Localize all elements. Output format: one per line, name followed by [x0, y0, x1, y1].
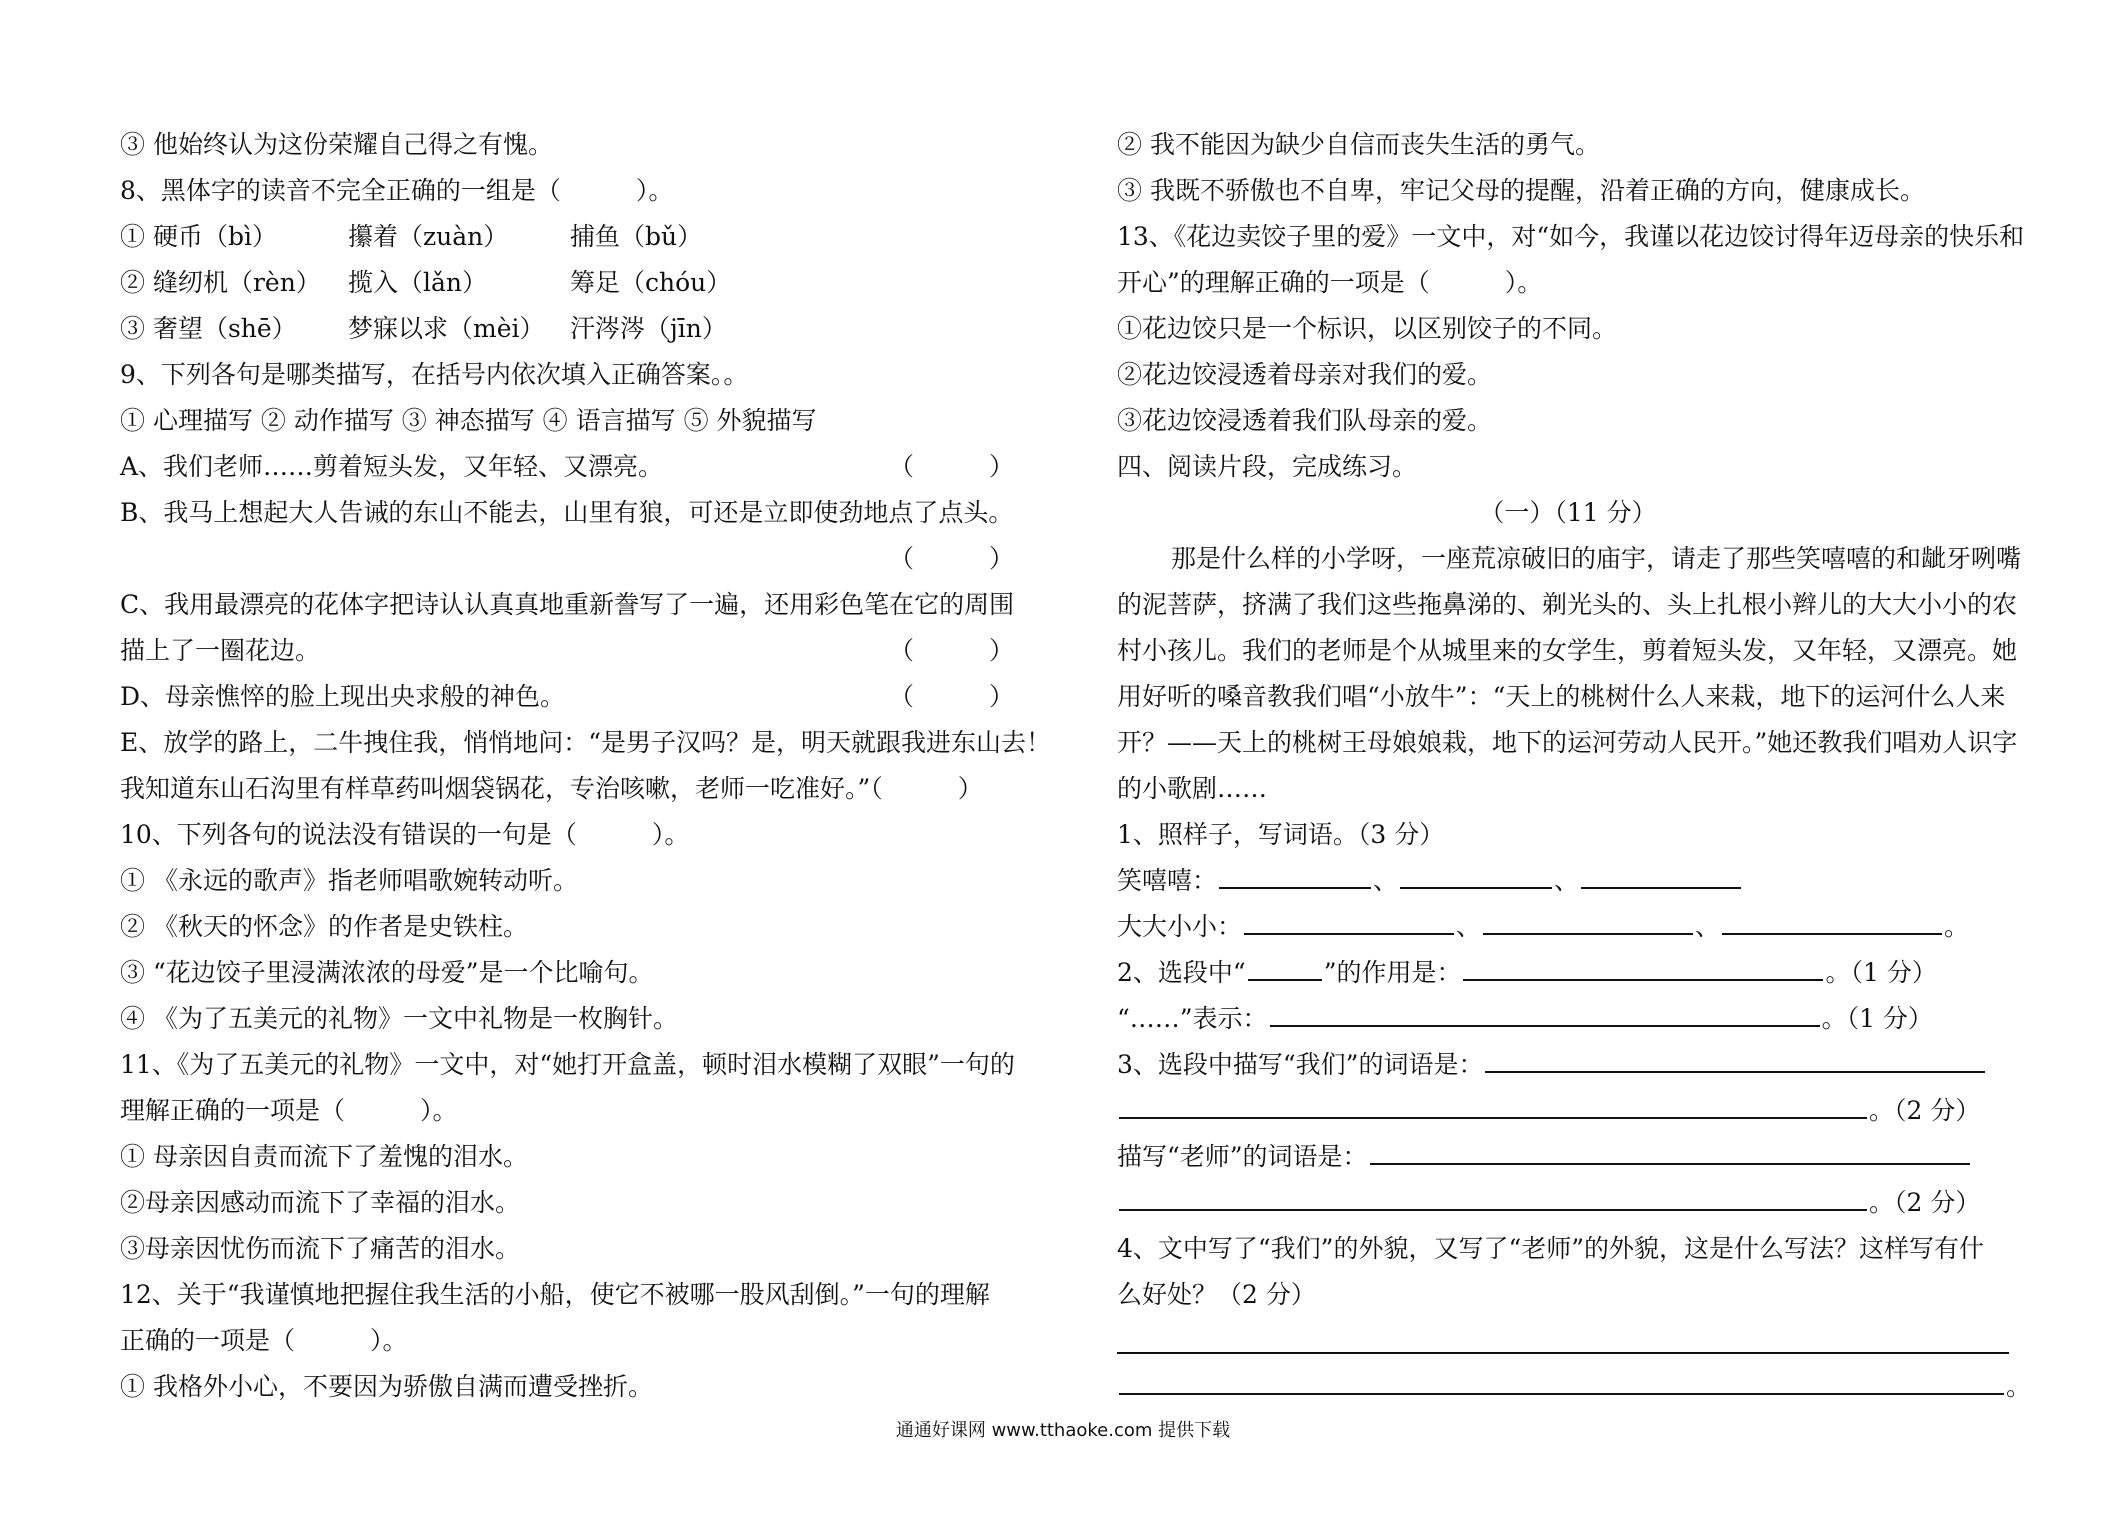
text-line: ③ 他始终认为这份荣耀自己得之有愧。 — [120, 130, 553, 159]
prompt: 描写“老师”的词语是： — [1117, 1142, 1368, 1171]
answer-blank[interactable] — [1483, 907, 1693, 935]
score: 。（2 分） — [1869, 1188, 1981, 1217]
footer-text: 通通好课网 www.tthaoke.com 提供下载 — [895, 1420, 1231, 1441]
answer-line[interactable] — [1117, 1318, 2019, 1364]
prompt: “……”表示： — [1117, 1004, 1268, 1033]
answer-blank[interactable] — [1119, 1183, 1867, 1211]
exercise-4: 4、文中写了“我们”的外貌，又写了“老师”的外貌，这是什么写法？这样写有什 — [1117, 1234, 1985, 1263]
separator: 、 — [1554, 866, 1580, 895]
answer-paren[interactable]: （ ） — [888, 452, 1014, 481]
question-8-row-2 — [120, 260, 1022, 306]
item-text: 描上了一圈花边。 — [120, 636, 321, 665]
answer-paren[interactable]: （ ） — [888, 544, 1014, 573]
question-9-b: B、我马上想起大人告诫的东山不能去，山里有狼，可还是立即使劲地点了点头。 — [120, 498, 1014, 527]
separator: 、 — [1373, 866, 1399, 895]
question-11-cont: 理解正确的一项是（ ）。 — [120, 1096, 458, 1125]
question-11: 11、《为了五美元的礼物》一文中，对“她打开盒盖，顿时泪水模糊了双眼”一句的 — [120, 1050, 1015, 1079]
question-11-option-1: ① 母亲因自责而流下了羞愧的泪水。 — [120, 1142, 528, 1171]
option: ③ 奢望（shē） — [120, 314, 297, 343]
prompt: ”的作用是： — [1323, 958, 1462, 987]
option: 捕鱼（bǔ） — [570, 222, 703, 251]
question-12-option-1: ① 我格外小心，不要因为骄傲自满而遭受挫折。 — [120, 1372, 653, 1401]
answer-blank[interactable] — [1248, 953, 1322, 981]
answer-blank[interactable] — [1244, 907, 1454, 935]
option: 汗涔涔（jīn） — [570, 314, 727, 343]
question-12-option-2: ② 我不能因为缺少自信而丧失生活的勇气。 — [1117, 130, 1600, 159]
section-4-heading: 四、阅读片段，完成练习。 — [1117, 452, 1418, 481]
answer-line-final — [1117, 1364, 2032, 1410]
exercise-1-row-a — [1117, 858, 2019, 904]
answer-blank[interactable] — [1270, 999, 1820, 1027]
score: 。（2 分） — [1869, 1096, 1981, 1125]
question-10-option-3: ③ “花边饺子里浸满浓浓的母爱”是一个比喻句。 — [120, 958, 654, 987]
prompt: 笑嘻嘻： — [1117, 866, 1218, 895]
separator: 。 — [2006, 1372, 2032, 1401]
question-9-e-cont: 我知道东山石沟里有样草药叫烟袋锅花，专治咳嗽，老师一吃准好。”（ ） — [120, 774, 983, 803]
answer-blank[interactable] — [1370, 1137, 1970, 1165]
question-9: 9、下列各句是哪类描写，在括号内依次填入正确答案。。 — [120, 360, 749, 389]
exercise-4-cont: 么好处？（2 分） — [1117, 1280, 1316, 1309]
right-column — [1117, 122, 2032, 1410]
answer-blank[interactable] — [1400, 861, 1552, 889]
question-13-option-2: ②花边饺浸透着母亲对我们的爱。 — [1117, 360, 1493, 389]
separator: 、 — [1695, 912, 1721, 941]
exercise-2-a — [1117, 950, 2019, 996]
exercise-1-row-b — [1117, 904, 2019, 950]
exercise-2-b — [1117, 996, 2019, 1042]
option: 攥着（zuàn） — [348, 222, 509, 251]
question-9-c: C、我用最漂亮的花体字把诗认认真真地重新誊写了一遍，还用彩色笔在它的周围 — [120, 590, 1015, 619]
question-8-row-3 — [120, 306, 1022, 352]
option: 梦寐以求（mèi） — [348, 314, 545, 343]
passage-line: 村小孩儿。我们的老师是个从城里来的女学生，剪着短头发，又年轻，又漂亮。她 — [1117, 636, 2018, 665]
question-8: 8、黑体字的读音不完全正确的一组是（ ）。 — [120, 176, 674, 205]
separator: 、 — [1456, 912, 1482, 941]
exercise-1: 1、照样子，写词语。（3 分） — [1117, 820, 1445, 849]
question-10-option-1: ① 《永远的歌声》指老师唱歌婉转动听。 — [120, 866, 578, 895]
score: 。（1 分） — [1825, 958, 1937, 987]
question-12: 12、关于“我谨慎地把握住我生活的小船，使它不被哪一股风刮倒。”一句的理解 — [120, 1280, 990, 1309]
exercise-3-a-cont — [1117, 1088, 2019, 1134]
question-13-cont: 开心”的理解正确的一项是（ ）。 — [1117, 268, 1543, 297]
separator: 。 — [1944, 912, 1970, 941]
passage-line: 那是什么样的小学呀，一座荒凉破旧的庙宇，请走了那些笑嘻嘻的和龇牙咧嘴 — [1171, 544, 2022, 573]
exercise-3-b — [1117, 1134, 2019, 1180]
question-9-options: ① 心理描写 ② 动作描写 ③ 神态描写 ④ 语言描写 ⑤ 外貌描写 — [120, 406, 817, 435]
answer-blank[interactable] — [1119, 1091, 1867, 1119]
question-11-option-2: ②母亲因感动而流下了幸福的泪水。 — [120, 1188, 521, 1217]
answer-blank[interactable] — [1581, 861, 1741, 889]
answer-blank[interactable] — [1485, 1045, 1985, 1073]
item-text: D、母亲憔悴的脸上现出央求般的神色。 — [120, 682, 566, 711]
subsection-heading: （一）（11 分） — [1479, 498, 1657, 527]
answer-blank[interactable] — [1463, 953, 1823, 981]
question-9-d — [120, 674, 1022, 720]
answer-paren[interactable]: （ ） — [888, 636, 1014, 665]
item-text: A、我们老师……剪着短头发，又年轻、又漂亮。 — [120, 452, 664, 481]
question-12-cont: 正确的一项是（ ）。 — [120, 1326, 408, 1355]
question-8-row-1 — [120, 214, 1022, 260]
prompt: 2、选段中“ — [1117, 958, 1246, 987]
question-9-b-paren-line — [120, 536, 1022, 582]
question-11-option-3: ③母亲因忧伤而流下了痛苦的泪水。 — [120, 1234, 521, 1263]
passage-line: 的泥菩萨，挤满了我们这些拖鼻涕的、剃光头的、头上扎根小辫儿的大大小小的农 — [1117, 590, 2018, 619]
question-13-option-1: ①花边饺只是一个标识，以区别饺子的不同。 — [1117, 314, 1618, 343]
option: 筹足（chóu） — [570, 268, 732, 297]
question-10: 10、下列各句的说法没有错误的一句是（ ）。 — [120, 820, 690, 849]
answer-blank[interactable] — [1219, 861, 1371, 889]
question-13: 13、《花边卖饺子里的爱》一文中，对“如今，我谨以花边饺讨得年迈母亲的快乐和 — [1117, 222, 2025, 251]
passage-line: 开？——天上的桃树王母娘娘栽，地下的运河劳动人民开。”她还教我们唱劝人识字 — [1117, 728, 2018, 757]
answer-blank[interactable] — [1119, 1367, 2004, 1395]
answer-paren[interactable]: （ ） — [888, 682, 1014, 711]
question-9-a — [120, 444, 1022, 490]
question-10-option-2: ② 《秋天的怀念》的作者是史铁柱。 — [120, 912, 528, 941]
exercise-3-b-cont — [1117, 1180, 2019, 1226]
passage-line: 的小歌剧…… — [1117, 774, 1268, 803]
option: ① 硬币（bì） — [120, 222, 277, 251]
question-10-option-4: ④ 《为了五美元的礼物》一文中礼物是一枚胸针。 — [120, 1004, 678, 1033]
prompt: 3、选段中描写“我们”的词语是： — [1117, 1050, 1484, 1079]
question-13-option-3: ③花边饺浸透着我们队母亲的爱。 — [1117, 406, 1493, 435]
prompt: 大大小小： — [1117, 912, 1243, 941]
answer-blank[interactable] — [1722, 907, 1942, 935]
score: 。（1 分） — [1821, 1004, 1933, 1033]
question-12-option-3: ③ 我既不骄傲也不自卑，牢记父母的提醒，沿着正确的方向，健康成长。 — [1117, 176, 1925, 205]
question-9-e: E、放学的路上，二牛拽住我，悄悄地问：“是男子汉吗？是，明天就跟我进东山去！ — [120, 728, 1052, 757]
exercise-3-a — [1117, 1042, 2019, 1088]
passage-line: 用好听的嗓音教我们唱“小放牛”：“天上的桃树什么人来栽，地下的运河什么人来 — [1117, 682, 2006, 711]
left-column — [120, 122, 1052, 1410]
option: ② 缝纫机（rèn） — [120, 268, 321, 297]
question-9-c-cont — [120, 628, 1022, 674]
option: 揽入（lǎn） — [348, 268, 488, 297]
